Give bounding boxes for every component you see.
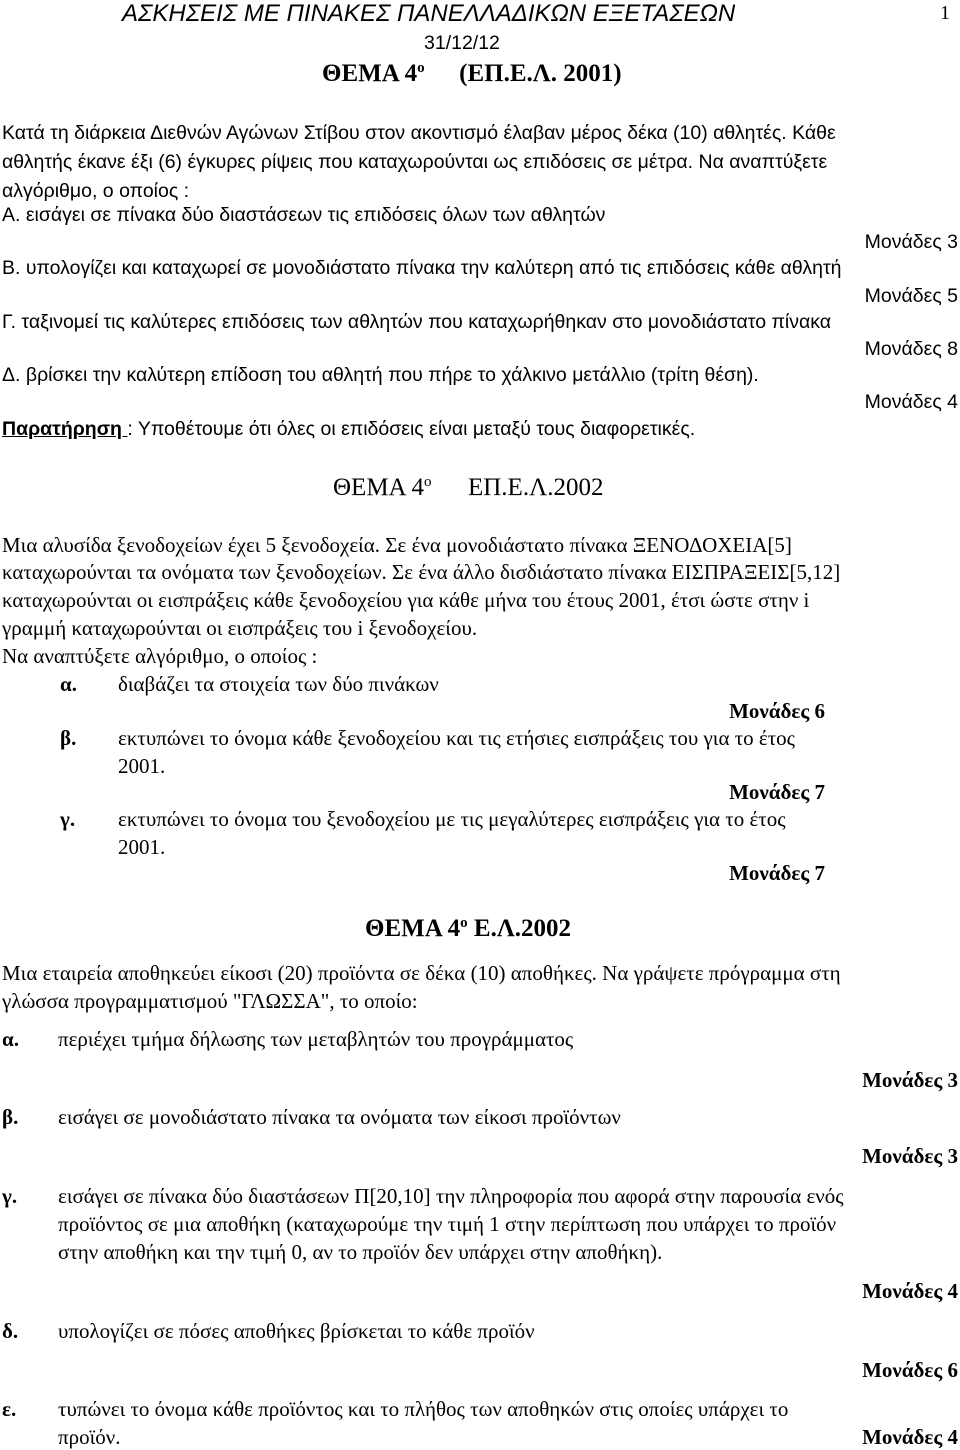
section1-heading-text: ΘΕΜΑ 4: [322, 60, 418, 87]
section3-item-c-text-1: εισάγει σε πίνακα δύο διαστάσεων Π[20,10] την πληροφορία που αφορά στην παρουσία ενός: [58, 1184, 844, 1208]
section1-intro-line-2: αθλητής έκανε έξι (6) έγκυρες ρίψεις που καταχωρούνται ως επιδόσεις σε μέτρα. Να αναπτύξετε: [2, 151, 828, 173]
section2-item-c-text-2: 2001.: [118, 835, 166, 859]
section3-heading-sup: ο: [460, 915, 468, 931]
document-date: 31/12/12: [424, 32, 500, 54]
section3-item-b-letter: β.: [2, 1105, 19, 1129]
section1-note-label: Παρατήρηση: [2, 418, 128, 440]
section2-item-c-marks: Μονάδες 7: [729, 861, 825, 885]
section3-item-a-text: περιέχει τμήμα δήλωσης των μεταβλητών του προγράμματος: [58, 1027, 574, 1051]
section3-heading-text: ΘΕΜΑ 4: [365, 915, 461, 942]
section3-item-c-letter: γ.: [2, 1184, 18, 1208]
section1-heading-sup: ο: [417, 60, 425, 76]
section3-intro-line-2: γλώσσα προγραμματισμού "ΓΛΩΣΣΑ", το οποίο:: [2, 989, 418, 1013]
section2-item-c-letter: γ.: [60, 807, 76, 831]
section2-item-b-text-1: εκτυπώνει το όνομα κάθε ξενοδοχείου και τις ετήσιες εισπράξεις του για το έτος: [118, 726, 795, 750]
section1-item-a: Α. εισάγει σε πίνακα δύο διαστάσεων τις επιδόσεις όλων των αθλητών: [2, 204, 606, 226]
section1-note-text: : Υποθέτουμε ότι όλες οι επιδόσεις είναι μεταξύ τους διαφορετικές.: [127, 418, 696, 440]
section1-note: [2, 417, 695, 441]
section2-item-b-marks: Μονάδες 7: [729, 780, 825, 804]
section3-item-b-marks: Μονάδες 3: [862, 1144, 958, 1168]
section3-item-e-text-1: τυπώνει το όνομα κάθε προϊόντος και το πλήθος των αποθηκών στις οποίες υπάρχει το: [58, 1397, 789, 1421]
section3-item-d-marks: Μονάδες 6: [862, 1358, 958, 1382]
section2-intro-line-1: Μια αλυσίδα ξενοδοχείων έχει 5 ξενοδοχεία. Σε ένα μονοδιάστατο πίνακα ΞΕΝΟΔΟΧΕΙΑ[5]: [2, 533, 792, 557]
section3-intro-line-1: Μια εταιρεία αποθηκεύει είκοσι (20) προϊόντα σε δέκα (10) αποθήκες. Να γράψετε πρόγραμμα στη: [2, 961, 841, 985]
section1-item-b-marks: Μονάδες 5: [864, 285, 958, 307]
section3-heading: [365, 915, 571, 943]
section3-item-c-text-2: προϊόντος σε μια αποθήκη (καταχωρούμε την τιμή 1 στην περίπτωση που υπάρχει το προϊόν: [58, 1212, 837, 1236]
section2-item-a-marks: Μονάδες 6: [729, 699, 825, 723]
section3-item-a-letter: α.: [2, 1027, 19, 1051]
section3-item-c-marks: Μονάδες 4: [862, 1279, 958, 1303]
section1-intro-line-3: αλγόριθμο, ο οποίος :: [2, 180, 190, 202]
section3-item-d-letter: δ.: [2, 1319, 19, 1343]
section1-item-a-marks: Μονάδες 3: [864, 231, 958, 253]
section1-intro-line-1: Κατά τη διάρκεια Διεθνών Αγώνων Στίβου στον ακοντισμό έλαβαν μέρος δέκα (10) αθλητές. Κάθε: [2, 122, 836, 144]
section2-intro-line-4: γραμμή καταχωρούνται οι εισπράξεις του i ξενοδοχείου.: [2, 616, 478, 640]
section1-item-c: Γ. ταξινομεί τις καλύτερες επιδόσεις των αθλητών που καταχωρήθηκαν στο μονοδιάστατο πίνακα: [2, 311, 832, 333]
section2-intro-line-3: καταχωρούνται οι εισπράξεις κάθε ξενοδοχείου για κάθε μήνα του έτους 2001, έτσι ώστε στην i: [2, 588, 810, 612]
section3-item-d-text: υπολογίζει σε πόσες αποθήκες βρίσκεται το κάθε προϊόν: [58, 1319, 535, 1343]
document-header-title: ΑΣΚΗΣΕΙΣ ΜΕ ΠΙΝΑΚΕΣ ΠΑΝΕΛΛΑΔΙΚΩΝ ΕΞΕΤΑΣΕΩΝ: [122, 0, 736, 27]
section1-heading-tag: (ΕΠ.Ε.Λ. 2001): [459, 60, 622, 87]
section1-item-b: Β. υπολογίζει και καταχωρεί σε μονοδιάστατο πίνακα την καλύτερη από τις επιδόσεις κάθε αθλητή: [2, 257, 842, 279]
section3-item-e-letter: ε.: [2, 1397, 17, 1421]
section2-item-b-letter: β.: [60, 726, 77, 750]
section3-item-a-marks: Μονάδες 3: [862, 1068, 958, 1092]
section2-item-c-text-1: εκτυπώνει το όνομα του ξενοδοχείου με τις μεγαλύτερες εισπράξεις για το έτος: [118, 807, 786, 831]
section2-intro-line-5: Να αναπτύξετε αλγόριθμο, ο οποίος :: [2, 644, 318, 668]
section1-item-c-marks: Μονάδες 8: [864, 338, 958, 360]
section3-item-e-marks: Μονάδες 4: [862, 1425, 958, 1449]
section2-heading: [333, 474, 603, 502]
section2-item-b-text-2: 2001.: [118, 754, 166, 778]
section2-heading-tag: ΕΠ.Ε.Λ.2002: [467, 474, 604, 501]
section1-item-d-marks: Μονάδες 4: [864, 391, 958, 413]
section2-intro-line-2: καταχωρούνται τα ονόματα των ξενοδοχείων. Σε ένα άλλο δισδιάστατο πίνακα ΕΙΣΠΡΑΞΕΙΣ[5,12]: [2, 560, 841, 584]
section1-heading: [322, 60, 622, 88]
section2-heading-text: ΘΕΜΑ 4: [333, 474, 424, 501]
section2-item-a-letter: α.: [60, 672, 77, 696]
section2-heading-sup: ο: [423, 474, 432, 490]
section3-item-b-text: εισάγει σε μονοδιάστατο πίνακα τα ονόματα των είκοσι προϊόντων: [58, 1105, 621, 1129]
section2-item-a-text: διαβάζει τα στοιχεία των δύο πινάκων: [118, 672, 439, 696]
section1-item-d: Δ. βρίσκει την καλύτερη επίδοση του αθλητή που πήρε το χάλκινο μετάλλιο (τρίτη θέση).: [2, 364, 759, 386]
section3-item-c-text-3: στην αποθήκη και την τιμή 0, αν το προϊόν δεν υπάρχει στην αποθήκη).: [58, 1240, 663, 1264]
section3-heading-tag: Ε.Λ.2002: [473, 915, 572, 942]
page-number: 1: [940, 2, 950, 24]
section3-item-e-text-2: προϊόν.: [58, 1425, 121, 1449]
